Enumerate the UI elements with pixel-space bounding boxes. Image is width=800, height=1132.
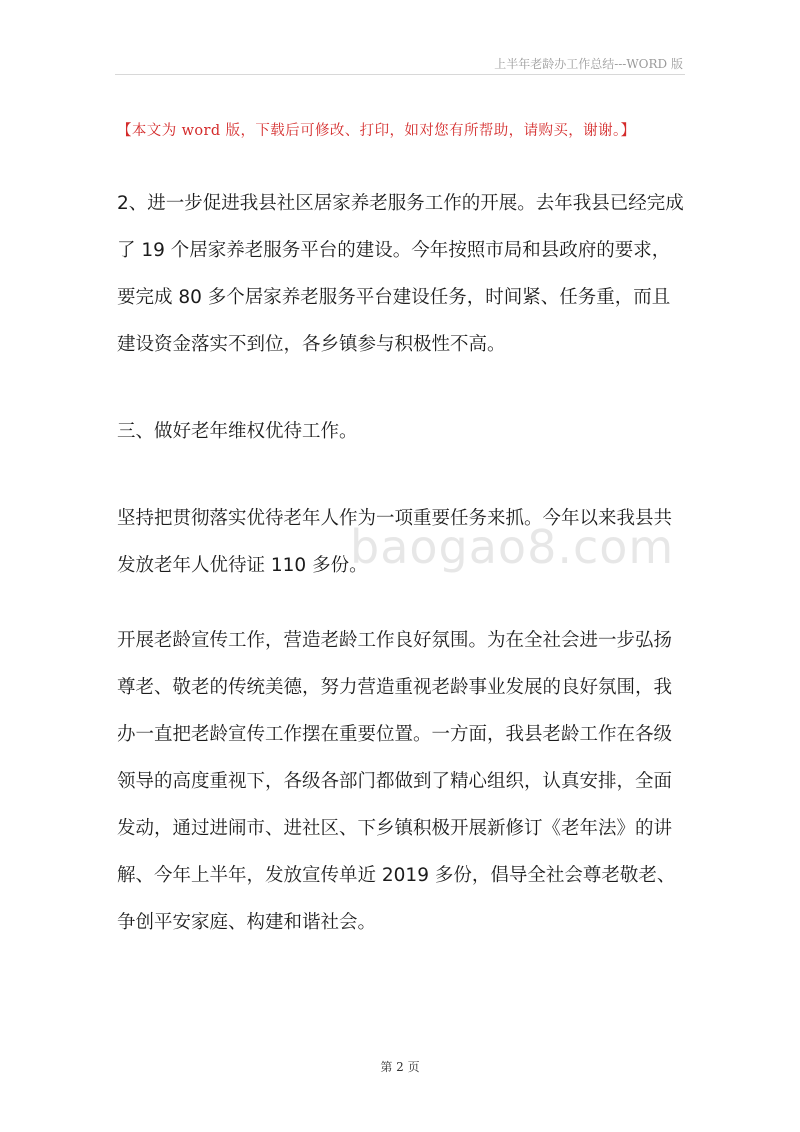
watermark: baogao8.com bbox=[350, 520, 675, 574]
paragraph-community-elderly-care: 2、进一步促进我县社区居家养老服务工作的开展。去年我县已经完成了 19 个居家养老服务平台的建设。今年按照市局和县政府的要求，要完成 80 多个居家养老服务平台建设任务，时间紧、任务重，而且建设资金落实不到位，各乡镇参与积极性不高。 bbox=[117, 193, 684, 355]
paragraph-publicity-work: 开展老龄宣传工作，营造老龄工作良好氛围。为在全社会进一步弘扬尊老、敬老的传统美德，努力营造重视老龄事业发展的良好氛围，我办一直把老龄宣传工作摆在重要位置。一方面，我县老龄工作在各级领导的高度重视下，各级各部门都做到了精心组织，认真安排，全面发动，通过进闹市、进社区、下乡镇积极开展新修订《老年法》的讲解、今年上半年，发放宣传单近 2019 多份，倡导全社会尊老敬老、争创平安家庭、构建和谐社会。 bbox=[117, 630, 676, 933]
header-title: 上半年老龄办工作总结---WORD 版 bbox=[494, 57, 683, 71]
page-number: 第 2 页 bbox=[380, 1060, 420, 1074]
purchase-notice: 【本文为 word 版，下载后可修改、打印，如对您有所帮助，请购买，谢谢。】 bbox=[117, 123, 636, 139]
header-divider bbox=[115, 74, 685, 75]
section-heading-rights: 三、做好老年维权优待工作。 bbox=[117, 421, 358, 442]
paragraph-preferential-certificates: 坚持把贯彻落实优待老年人作为一项重要任务来抓。今年以来我县共发放老年人优待证 110 多份。 bbox=[117, 508, 673, 576]
